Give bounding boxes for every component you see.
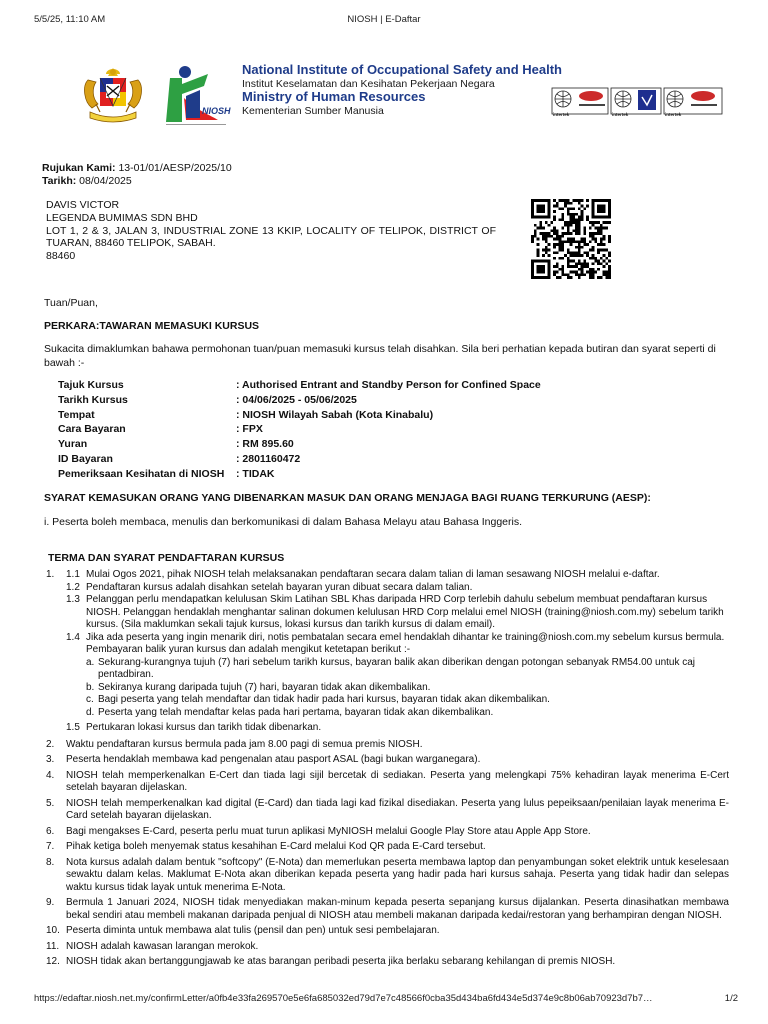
- refund-rule-letter: a.: [86, 656, 95, 668]
- ministry-name-en: Ministry of Human Resources: [242, 89, 426, 104]
- term-text: Bermula 1 Januari 2024, NIOSH tidak menyediakan makan-minum kepada peserta sepanjang kursus dijalankan. Peserta dinasihatkan membawa bekal sendiri atau membeli makanan daripada penjual di NIOSH atau membeli makanan daripada kedai/restoran yang berhampiran dengan NIOSH.: [66, 897, 729, 921]
- print-url: https://edaftar.niosh.net.my/confirmLetter/a0fb4e33fa269570e5e6fa685032ed79d7e7c48566f0cba35d434ba6fd434e5d374e9c8b06ab70923d7b7…: [34, 993, 653, 1004]
- subterm-number: 1.5: [66, 722, 80, 733]
- term-item-9: [44, 897, 729, 922]
- subterm-item: [66, 722, 729, 735]
- print-title: NIOSH | E-Daftar: [347, 14, 421, 25]
- refund-rule-letter: d.: [86, 706, 95, 718]
- course-info-key: Yuran: [58, 438, 88, 451]
- course-info-key: Tarikh Kursus: [58, 393, 128, 406]
- intertek-badge-2-icon: [611, 88, 661, 114]
- refund-rule-text: Sekiranya kurang daripada tujuh (7) hari, bayaran tidak akan dikembalikan.: [98, 681, 431, 693]
- term-item-6: [44, 826, 729, 839]
- term-text: Waktu pendaftaran kursus bermula pada jam 8.00 pagi di semua premis NIOSH.: [66, 738, 423, 750]
- term-number: 6.: [46, 825, 55, 837]
- course-info-value: : Authorised Entrant and Standby Person for Confined Space: [236, 379, 541, 391]
- subterm-text: Pelanggan perlu mendapatkan kelulusan Skim Latihan SBL Khas daripada HRD Corp terlebih dahulu sebelum membuat pendaftaran kursus NIOSH. Pelanggan hendaklah menghantar salinan dokumen kelulusan HRD Corp melalui emel NIOSH (training@niosh.com.my) sebelum tarikh kursus. (Sila maklumkan sekali tajuk kursus, lokasi kursus dan tarikh kursus di dalam email).: [86, 594, 724, 630]
- terms-list: [44, 569, 729, 969]
- ref-label: Rujukan Kami:: [42, 162, 116, 174]
- course-info-key: Cara Bayaran: [58, 423, 126, 436]
- course-info-row: [58, 409, 541, 424]
- subterm-item: [66, 594, 729, 632]
- niosh-logo-text: NIOSH: [202, 106, 231, 116]
- refund-rule-item: [86, 694, 729, 707]
- term-text: NIOSH telah memperkenalkan E-Cert dan tiada lagi sijil bercetak di sediakan. Peserta yang melengkapi 75% kehadiran layak menerima E-Cert setelah bayaran dijelaskan.: [66, 769, 729, 793]
- terms-title: TERMA DAN SYARAT PENDAFTARAN KURSUS: [48, 552, 285, 564]
- subterm-item: [66, 582, 729, 595]
- course-info-value: : FPX: [236, 423, 263, 436]
- term-item-12: [44, 956, 729, 969]
- refund-rule-letter: c.: [86, 694, 94, 705]
- intertek-label-3: intertek: [665, 112, 682, 117]
- recipient-company: LEGENDA BUMIMAS SDN BHD: [46, 211, 198, 224]
- course-info-row: [58, 438, 541, 453]
- ministry-name-ms: Kementerian Sumber Manusia: [242, 104, 384, 117]
- course-info-value: : 04/06/2025 - 05/06/2025: [236, 393, 357, 406]
- subject: PERKARA:TAWARAN MEMASUKI KURSUS: [44, 320, 260, 332]
- refund-rule-item: [86, 707, 729, 720]
- subterm-text: Pertukaran lokasi kursus dan tarikh tidak dibenarkan.: [86, 722, 322, 733]
- term-text: Peserta diminta untuk membawa alat tulis (pensil dan pen) untuk sesi pembelajaran.: [66, 925, 440, 936]
- print-page-number: 1/2: [724, 993, 738, 1004]
- requirements-title: SYARAT KEMASUKAN ORANG YANG DIBENARKAN MASUK DAN ORANG MENJAGA BAGI RUANG TERKURUNG (AESP):: [44, 492, 651, 504]
- organization-block: [242, 63, 562, 117]
- requirement-item: i. Peserta boleh membaca, menulis dan berkomunikasi di dalam Bahasa Melayu atau Bahasa Inggeris.: [44, 516, 523, 528]
- malaysia-coat-of-arms-icon: [78, 64, 148, 128]
- recipient-address-line: LOT 1, 2 & 3, JALAN 3, INDUSTRIAL ZONE 13 KKIP, LOCALITY OF TELIPOK, DISTRICT OF TUARAN, 88460 TELIPOK, SABAH.: [46, 224, 496, 250]
- course-info-key: Pemeriksaan Kesihatan di NIOSH: [58, 467, 225, 480]
- term-number: 5.: [46, 797, 55, 809]
- subterm-number: 1.4: [66, 631, 80, 643]
- org-name-en: National Institute of Occupational Safety and Health: [242, 62, 562, 77]
- term-text: NIOSH adalah kawasan larangan merokok.: [66, 940, 259, 952]
- course-info-value: : TIDAK: [236, 467, 275, 480]
- refund-rule-text: Peserta yang telah mendaftar kelas pada hari pertama, bayaran tidak akan dikembalikan.: [98, 706, 494, 718]
- course-info-row: [58, 468, 541, 483]
- term-item-3: [44, 754, 729, 767]
- subterm-item: [66, 569, 729, 582]
- intertek-badge-3-icon: [664, 88, 722, 114]
- refund-rule-letter: b.: [86, 681, 95, 693]
- term-text: Nota kursus adalah dalam bentuk "softcopy" (E-Nota) dan memerlukan peserta membawa laptop dan penyambungan soket elektrik untuk keselesaan sewaktu dalam kelas. Maklumat E-Nota akan diberikan kepada peserta yang hadir pada hari kursus sahaja. Peserta yang tidak hadir dan selepas waktu kursus tidak layak untuk menerima E-Nota.: [66, 856, 729, 893]
- course-info-value: : 2801160472: [236, 452, 301, 465]
- term-number: 8.: [46, 856, 55, 868]
- course-info-row: [58, 394, 541, 409]
- ref-value: 13-01/01/AESP/2025/10: [118, 162, 232, 174]
- course-info-table: [58, 379, 541, 483]
- certification-badges: [551, 87, 723, 117]
- salutation: Tuan/Puan,: [44, 297, 98, 309]
- qr-code-icon: [528, 199, 614, 279]
- date-value: 08/04/2025: [79, 175, 132, 188]
- subterm-text: Jika ada peserta yang ingin menarik diri, notis pembatalan secara emel hendaklah dihantar ke training@niosh.com.my sebelum kursus bermula. Pembayaran balik yuran kursus dan adalah mengikut ketetapan berikut :-: [86, 631, 725, 655]
- term-item-4: [44, 770, 729, 795]
- refund-rule-text: Bagi peserta yang telah mendaftar dan tidak hadir pada hari kursus, bayaran tidak akan dikembalikan.: [98, 694, 550, 705]
- org-name-ms: Institut Keselamatan dan Kesihatan Pekerjaan Negara: [242, 77, 495, 90]
- refund-rule-item: [86, 682, 729, 695]
- reference-block: [42, 162, 232, 188]
- refund-rule-text: Sekurang-kurangnya tujuh (7) hari sebelum tarikh kursus, bayaran balik akan diberikan dengan potongan sebanyak RM54.00 untuk caj pentadbiran.: [98, 656, 696, 680]
- term-item-11: [44, 941, 729, 954]
- term-item-7: [44, 841, 729, 854]
- term-number: 9.: [46, 897, 55, 908]
- intertek-label-2: intertek: [612, 112, 629, 117]
- course-info-key: ID Bayaran: [58, 452, 113, 465]
- course-info-row: [58, 423, 541, 438]
- course-info-value: : RM 895.60: [236, 438, 294, 451]
- term-number: 1.: [46, 569, 55, 580]
- term-text: Pihak ketiga boleh menyemak status kesahihan E-Card melalui Kod QR pada E-Card tersebut.: [66, 841, 486, 852]
- term-item-2: [44, 739, 729, 752]
- term-number: 2.: [46, 738, 55, 750]
- term-item-8: [44, 857, 729, 895]
- term-number: 11.: [46, 940, 60, 952]
- subterm-text: Pendaftaran kursus adalah disahkan setelah bayaran yuran dibuat secara dalam talian.: [86, 581, 473, 593]
- term-item-1: [44, 569, 729, 735]
- course-info-key: Tajuk Kursus: [58, 379, 124, 391]
- term-number: 4.: [46, 769, 55, 781]
- print-datetime: 5/5/25, 11:10 AM: [34, 14, 106, 25]
- intro-paragraph: Sukacita dimaklumkan bahawa permohonan tuan/puan memasuki kursus telah disahkan. Sila beri perhatian kepada butiran dan syarat seperti di bawah :-: [44, 343, 716, 369]
- recipient-name: DAVIS VICTOR: [46, 199, 120, 211]
- course-info-row: [58, 453, 541, 468]
- recipient-postcode: 88460: [46, 250, 76, 263]
- term-number: 10.: [46, 925, 60, 936]
- term-text: Bagi mengakses E-Card, peserta perlu muat turun aplikasi MyNIOSH melalui Google Play Store atau Apple App Store.: [66, 825, 591, 837]
- term-item-5: [44, 798, 729, 823]
- subterm-item: [66, 632, 729, 657]
- intertek-badge-1-icon: [552, 88, 608, 114]
- refund-rule-item: [86, 657, 729, 682]
- subterm-number: 1.2: [66, 581, 80, 593]
- term-text: NIOSH tidak akan bertanggungjawab ke atas barangan peribadi peserta jika berlaku sebarang kehilangan di premis NIOSH.: [66, 956, 616, 967]
- recipient-address: [46, 199, 496, 263]
- subterm-text: Mulai Ogos 2021, pihak NIOSH telah melaksanakan pendaftaran secara dalam talian di laman sesawang NIOSH melalui e-daftar.: [86, 569, 660, 580]
- term-text: Peserta hendaklah membawa kad pengenalan atau pasport ASAL (bagi bukan warganegara).: [66, 754, 481, 765]
- date-label: Tarikh:: [42, 175, 77, 188]
- course-info-row: [58, 379, 541, 394]
- niosh-logo-icon: [156, 64, 236, 128]
- subterm-number: 1.3: [66, 594, 80, 605]
- subterm-number: 1.1: [66, 569, 80, 580]
- term-item-10: [44, 925, 729, 938]
- term-number: 7.: [46, 841, 55, 852]
- intertek-label-1: intertek: [553, 112, 570, 117]
- term-text: NIOSH telah memperkenalkan kad digital (E-Card) dan tiada lagi kad fizikal disediakan. Peserta yang lulus pepeiksaan/penilaian layak menerima E-Card setelah bayaran dijelaskan.: [66, 797, 729, 821]
- term-number: 12.: [46, 956, 60, 967]
- term-number: 3.: [46, 754, 55, 765]
- course-info-key: Tempat: [58, 408, 95, 421]
- course-info-value: : NIOSH Wilayah Sabah (Kota Kinabalu): [236, 408, 434, 421]
